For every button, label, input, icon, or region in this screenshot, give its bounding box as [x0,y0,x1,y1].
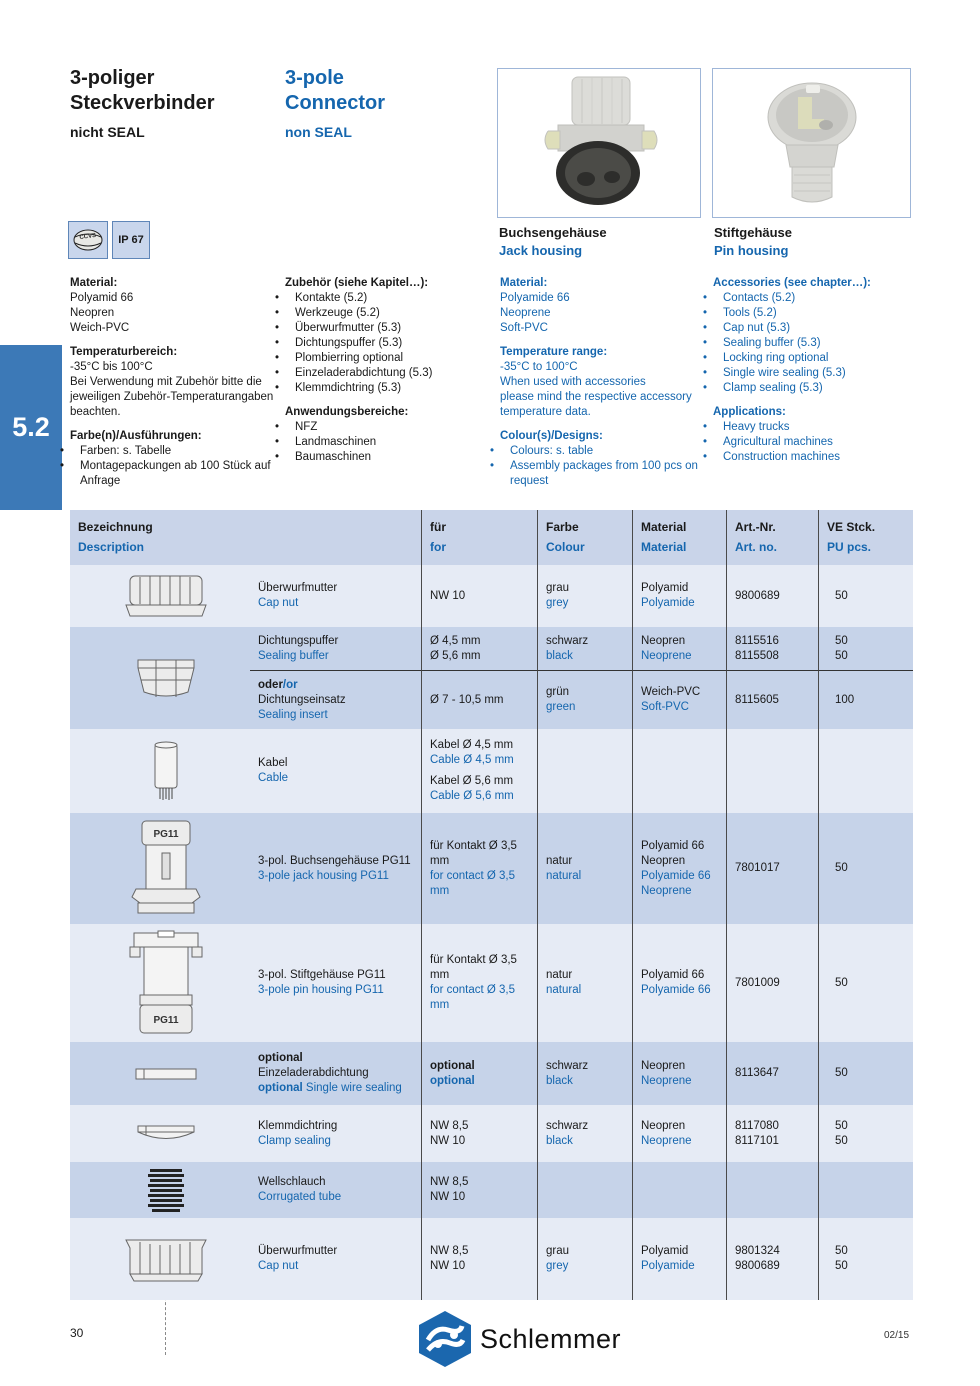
jack-housing-caption [499,224,607,260]
pu-value: 50 [835,589,848,602]
certification-logo-icon [72,227,104,253]
row-for [421,729,537,813]
temp-title-en: Temperature range: [500,346,608,358]
header-pu-de: VE Stck. [827,520,876,534]
material-de: Weich-PVC [641,686,701,698]
table-row-cap-nut-2 [70,1218,913,1300]
header-material-de: Material [641,520,687,534]
accessories-column-english [703,276,918,474]
row-artno [726,813,818,924]
header-colour-de: Farbe [546,520,579,534]
artno-value-1: 9801324 [735,1245,780,1257]
title-en-line2: Connector [285,92,385,114]
date-code: 02/15 [884,1330,910,1341]
info-column-english [490,276,707,498]
material-de: Polyamid [641,582,689,594]
jack-housing-photo-image [524,73,674,213]
temp-line-de: -35°C bis 100°C [70,361,153,373]
row-for [421,671,537,729]
accessory-bullet-de: • Plombierring optional [275,352,404,364]
jack-caption-de: Buchsengehäuse [499,225,607,240]
colour-en: natural [546,984,582,996]
accessory-bullet-de: • Überwurfmutter (5.3) [275,322,402,334]
pu-value-2: 50 [835,1134,848,1147]
for-value-2: NW 10 [430,1191,466,1203]
application-bullet-en: • Heavy trucks [703,421,790,433]
clamp-seal-sketch [70,1105,250,1162]
colour-en: black [546,1074,573,1087]
row-artno [726,1162,818,1218]
material-line-de: Neopren [70,307,115,319]
desc-en: 3-pole jack housing PG11 [258,869,389,882]
material-en: Neoprene [641,1074,692,1087]
accessory-bullet-de: • Kontakte (5.2) [275,292,368,304]
row-material [632,813,726,924]
row-material [632,565,726,627]
material-en: Polyamide 66 [641,984,711,996]
material-lines-de [70,291,277,336]
accessory-bullet-en: • Sealing buffer (5.3) [703,337,821,349]
pg11-label: PG11 [153,1015,179,1026]
schlemmer-logo-icon [418,1310,472,1368]
row-material [632,924,726,1042]
pin-caption-de: Stiftgehäuse [714,225,793,240]
row-colour [537,671,632,729]
subtitle-english: non SEAL [285,124,352,140]
header-artno-en: Art. no. [735,540,777,554]
desc-en: Cable [258,772,289,784]
row-colour [537,627,632,671]
row-for [421,565,537,627]
row-pu [818,1105,913,1162]
applications-bullets-en [703,420,918,465]
colour-bullet-en: • Assembly packages from 100 pcs on request [490,460,698,487]
artno-value: 8113647 [735,1067,779,1079]
accessories-column-german [275,276,495,474]
row-pu [818,1042,913,1105]
pin-housing-caption [714,224,792,260]
row-description [250,1162,421,1218]
title-de-line2: Steckverbinder [70,92,215,114]
jack-caption-en: Jack housing [499,243,583,258]
application-bullet-de: • Baumaschinen [275,451,372,463]
artno-value-2: 9800689 [735,1260,780,1272]
table-row-clamp-sealing [70,1105,913,1162]
colour-bullet-de: • Farben: s. Tabelle [60,445,172,457]
table-row-cable [70,729,913,813]
table-row-jack-housing [70,813,913,924]
brand-footer [418,1310,621,1368]
ip67-badge [112,221,150,259]
accessory-bullet-de: • Einzeladerabdichtung (5.3) [275,367,433,379]
accessories-bullets-de [275,291,495,396]
accessory-bullet-en: • Locking ring optional [703,352,829,364]
colour-bullet-en: • Colours: s. table [490,445,594,457]
pin-housing-photo [712,68,911,218]
colour-de: schwarz [546,1119,589,1132]
colour-en: grey [546,597,569,609]
colour-de: grün [546,686,570,698]
pu-value: 50 [835,1067,848,1079]
artno-value-2: 8115508 [735,649,779,662]
row-pu [818,1162,913,1218]
for-en: for contact Ø 3,5 mm [430,869,516,897]
artno-value-2: 8117101 [735,1134,779,1147]
row-material [632,671,726,729]
for-de: für Kontakt Ø 3,5 mm [430,954,517,981]
row-colour [537,565,632,627]
row-colour [537,1105,632,1162]
ip67-label: IP 67 [118,234,144,246]
for-en: optional [430,1074,475,1087]
desc-de: 3-pol. Buchsengehäuse PG11 [258,854,411,867]
material-en-1: Polyamide 66 [641,869,711,882]
row-colour [537,924,632,1042]
table-body [70,565,913,1300]
row-description [250,1105,421,1162]
desc-de: Kabel [258,757,288,769]
row-material [632,1042,726,1105]
row-material [632,729,726,813]
for-de-1: Kabel Ø 4,5 mm [430,739,514,751]
cap-nut-sketch [70,1218,250,1300]
applications-title-de: Anwendungsbereiche: [285,406,409,418]
colour-en: green [546,701,576,713]
applications-title-en: Applications: [713,406,786,418]
cap-nut-sketch [70,565,250,627]
info-column-german [60,276,277,498]
temp-line-en: temperature data. [500,406,591,418]
single-wire-seal-sketch [70,1042,250,1105]
cable-sketch [70,729,250,813]
colour-bullets-de [60,444,277,489]
row-material [632,1162,726,1218]
applications-bullets-de [275,420,495,465]
temp-title-de: Temperaturbereich: [70,346,178,358]
row-pu [818,924,913,1042]
accessory-bullet-en: • Clamp sealing (5.3) [703,382,823,394]
row-description [250,924,421,1042]
section-tab [0,345,62,510]
for-de: für Kontakt Ø 3,5 mm [430,839,517,867]
row-colour [537,1218,632,1300]
pu-value-1: 50 [835,634,848,647]
row-material [632,627,726,671]
material-lines-en [500,291,707,336]
header-pu-en: PU pcs. [827,540,872,554]
colour-de: schwarz [546,1059,589,1072]
desc-de: Überwurfmutter [258,1245,338,1257]
row-artno [726,924,818,1042]
for-value: NW 10 [430,589,466,602]
pu-value: 50 [835,862,848,874]
subtitle-german: nicht SEAL [70,124,145,140]
desc-en: Corrugated tube [258,1191,342,1203]
artno-value: 9800689 [735,589,780,602]
or-label: /or [282,678,298,691]
material-de: Neopren [641,1119,686,1132]
accessories-title-de: Zubehör (siehe Kapitel…): [285,277,429,289]
colour-title-en: Colour(s)/Designs: [500,430,603,442]
table-row-corrugated-tube [70,1162,913,1218]
certification-logo-text: CCVS [79,232,97,242]
row-description [250,813,421,924]
row-for [421,813,537,924]
material-en: Neoprene [641,1134,692,1147]
row-for [421,924,537,1042]
colour-en: black [546,649,573,662]
accessories-title-en: Accessories (see chapter…): [713,277,871,289]
row-colour [537,1162,632,1218]
table-row-cap-nut-1 [70,565,913,627]
optional-label-en: optional [258,1082,303,1094]
section-tab-label: 5.2 [12,412,50,442]
row-description [250,1218,421,1300]
material-de: Neopren [641,1059,686,1072]
material-de: Polyamid [641,1245,689,1257]
colour-bullets-en [490,444,707,489]
row-artno [726,627,818,671]
material-en: Polyamide [641,1260,695,1272]
row-for [421,1162,537,1218]
artno-value-1: 8117080 [735,1119,779,1132]
row-description [250,729,421,813]
colour-de: natur [546,969,573,981]
header-description-en: Description [78,540,145,554]
row-artno [726,1042,818,1105]
table-row-single-wire-sealing [70,1042,913,1105]
accessory-bullet-en: • Tools (5.2) [703,307,777,319]
temp-lines-en [500,360,707,420]
header-artno-de: Art.-Nr. [735,520,776,534]
desc-de: Wellschlauch [258,1176,326,1188]
for-en: for contact Ø 3,5 mm [430,984,516,1011]
accessory-bullet-en: • Cap nut (5.3) [703,322,791,334]
header-for-en: for [430,540,446,554]
material-title-de: Material: [70,277,118,289]
row-material [632,1218,726,1300]
artno-value: 7801017 [735,862,780,874]
temp-line-en: When used with accessories [500,376,646,388]
row-pu [818,813,913,924]
pu-value-1: 50 [835,1245,848,1257]
material-en: Soft-PVC [641,701,689,713]
for-value-2: NW 10 [430,1260,466,1272]
optional-label-de: optional [258,1052,303,1064]
for-value: Ø 7 - 10,5 mm [430,693,504,706]
row-pu [818,565,913,627]
row-description [250,1042,421,1105]
pu-value: 50 [835,976,848,989]
table-header [70,510,913,565]
row-description [250,627,421,671]
colour-title-de: Farbe(n)/Ausführungen: [70,430,202,442]
material-de: Neopren [641,634,686,647]
pu-value-2: 50 [835,649,848,662]
pg11-label: PG11 [153,828,179,840]
temp-line-en: -35°C to 100°C [500,361,578,373]
row-for [421,1042,537,1105]
material-de-2: Neopren [641,854,686,867]
oder-label: oder [258,678,283,691]
material-title-en: Material: [500,277,548,289]
certification-badge [68,221,108,259]
application-bullet-en: • Construction machines [703,451,840,463]
title-english [285,66,385,140]
header-for-de: für [430,520,446,534]
temp-lines-de [70,360,277,420]
for-value-1: NW 8,5 [430,1176,469,1188]
accessory-bullet-en: • Single wire sealing (5.3) [703,367,846,379]
colour-de: natur [546,854,573,867]
material-line-de: Weich-PVC [70,322,130,334]
corrugated-tube-sketch [70,1162,250,1218]
row-pu [818,1218,913,1300]
material-en-2: Neoprene [641,884,692,897]
for-value-1: Ø 4,5 mm [430,634,481,647]
desc-de: Klemmdichtring [258,1119,338,1132]
material-line-de: Polyamid 66 [70,292,134,304]
desc-en: Sealing buffer [258,649,329,662]
header-description-de: Bezeichnung [78,520,153,534]
pin-housing-sketch [70,924,250,1042]
row-for [421,1218,537,1300]
row-material [632,1105,726,1162]
header-colour-en: Colour [546,540,585,554]
row-pu [818,671,913,729]
title-german [70,66,215,140]
row-for [421,1105,537,1162]
brand-name: Schlemmer [480,1323,622,1354]
row-artno [726,729,818,813]
row-artno [726,1105,818,1162]
colour-de: schwarz [546,634,589,647]
desc-en: Cap nut [258,597,299,609]
material-de: Polyamid 66 [641,969,705,981]
accessories-bullets-en [703,291,918,396]
for-value-1: NW 8,5 [430,1245,469,1257]
for-en-2: Cable Ø 5,6 mm [430,790,514,802]
for-de-2: Kabel Ø 5,6 mm [430,775,514,787]
desc-en: Single wire sealing [305,1082,402,1094]
jack-housing-photo [497,68,701,218]
title-de-line1: 3-poliger [70,67,155,89]
material-line-en: Soft-PVC [500,322,548,334]
pu-value: 100 [835,693,855,706]
header-material-en: Material [641,540,687,554]
desc-de: Dichtungspuffer [258,634,339,647]
application-bullet-en: • Agricultural machines [703,436,833,448]
artno-value-1: 8115516 [735,634,779,647]
material-line-en: Neoprene [500,307,551,319]
page-number: 30 [70,1326,84,1340]
for-value-1: NW 8,5 [430,1119,469,1132]
desc-de: Dichtungseinsatz [258,693,346,706]
desc-en: 3-pole pin housing PG11 [258,984,384,996]
row-pu [818,627,913,671]
accessory-bullet-de: • Klemmdichtring (5.3) [275,382,402,394]
desc-en: Cap nut [258,1260,299,1272]
colour-bullet-de: • Montagepackungen ab 100 Stück auf Anfrage [60,460,271,487]
material-line-en: Polyamide 66 [500,292,570,304]
desc-de: 3-pol. Stiftgehäuse PG11 [258,969,386,981]
colour-de: grau [546,582,570,594]
row-colour [537,729,632,813]
row-pu [818,729,913,813]
table-row-pin-housing [70,924,913,1042]
row-colour [537,1042,632,1105]
material-en: Polyamide [641,597,695,609]
temp-line-de: beachten. [70,406,121,418]
application-bullet-de: • NFZ [275,421,318,433]
for-de: optional [430,1059,475,1072]
title-en-line1: 3-pole [285,67,344,89]
material-de-1: Polyamid 66 [641,839,705,852]
temp-line-en: please mind the respective accessory [500,391,692,403]
desc-en: Sealing insert [258,708,328,721]
row-for [421,627,537,671]
row-artno [726,671,818,729]
for-value-2: Ø 5,6 mm [430,649,481,662]
temp-line-de: Bei Verwendung mit Zubehör bitte die [70,376,262,388]
material-en: Neoprene [641,649,692,662]
artno-value: 8115605 [735,693,779,706]
desc-de: Einzeladerabdichtung [258,1067,369,1079]
colour-en: grey [546,1260,569,1272]
temp-line-de: jeweiligen Zubehör-Temperaturangaben [70,391,274,403]
row-artno [726,1218,818,1300]
pu-value-1: 50 [835,1119,848,1132]
product-table [70,510,913,1300]
row-colour [537,813,632,924]
pin-caption-en: Pin housing [714,243,789,258]
application-bullet-de: • Landmaschinen [275,436,377,448]
artno-value: 7801009 [735,976,780,989]
row-description [250,565,421,627]
desc-de: Überwurfmutter [258,582,338,594]
colour-en: natural [546,869,582,882]
pin-housing-photo-image [742,73,882,213]
row-artno [726,565,818,627]
sealing-insert-sketch [70,627,250,729]
jack-housing-sketch [70,813,250,924]
pu-value-2: 50 [835,1260,848,1272]
accessory-bullet-en: • Contacts (5.2) [703,292,796,304]
desc-en: Clamp sealing [258,1134,331,1147]
accessory-bullet-de: • Werkzeuge (5.2) [275,307,380,319]
for-en-1: Cable Ø 4,5 mm [430,754,514,766]
colour-de: grau [546,1245,570,1257]
table-row-sealing [70,627,913,729]
for-value-2: NW 10 [430,1134,466,1147]
row-description-alt [250,671,421,729]
accessory-bullet-de: • Dichtungspuffer (5.3) [275,337,403,349]
colour-en: black [546,1134,573,1147]
